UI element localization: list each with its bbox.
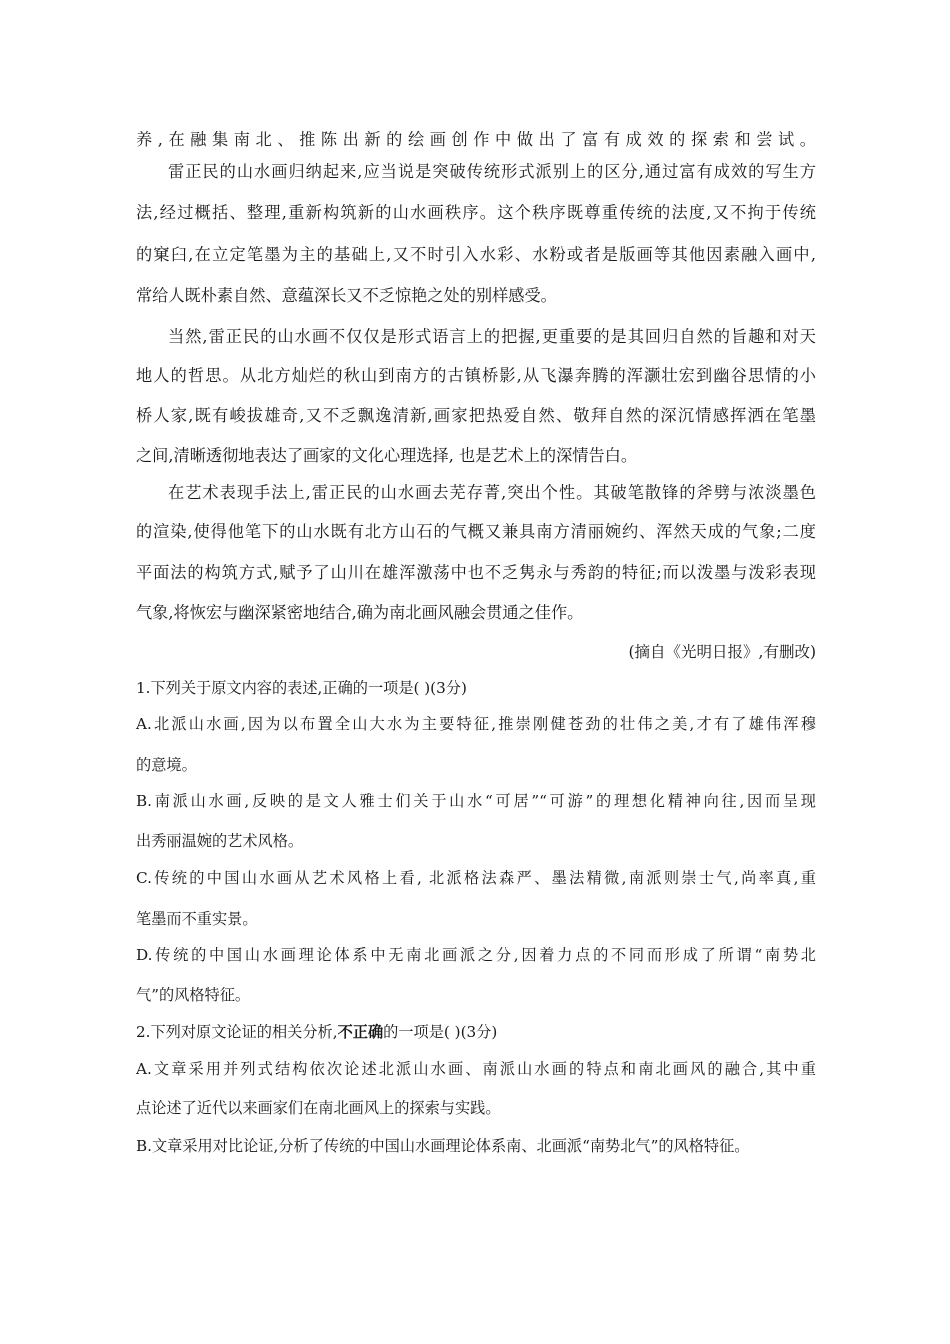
passage-line: 气象,将恢宏与幽深紧密地结合,确为南北画风融会贯通之佳作。 xyxy=(136,603,584,622)
passage-line: 之间,清晰透彻地表达了画家的文化心理选择, 也是艺术上的深情告白。 xyxy=(136,446,638,465)
passage-line: 常给人既朴素自然、意蕴深长又不乏惊艳之处的别样感受。 xyxy=(136,286,557,305)
question-1-option-d: D.传统的中国山水画理论体系中无南北画派之分,因着力点的不同而形成了所谓“南势北 xyxy=(136,946,816,964)
question-1-option-d-cont: 气”的风格特征。 xyxy=(136,986,251,1004)
question-2-option-a-cont: 点论述了近代以来画家们在南北画风上的探索与实践。 xyxy=(136,1099,501,1117)
passage-line: 平面法的构筑方式,赋予了山川在雄浑激荡中也不乏隽永与秀韵的特征;而以泼墨与泼彩表现 xyxy=(136,563,816,582)
question-1-option-a-cont: 的意境。 xyxy=(136,756,197,774)
question-1-option-c-cont: 笔墨而不重实景。 xyxy=(136,910,258,928)
question-1-option-b: B.南派山水画,反映的是文人雅士们关于山水“可居”“可游”的理想化精神向往,因而呈现 xyxy=(136,792,816,810)
question-1-option-b-cont: 出秀丽温婉的艺术风格。 xyxy=(136,832,304,850)
passage-line: 的窠臼,在立定笔墨为主的基础上,又不时引入水彩、水粉或者是版画等其他因素融入画中, xyxy=(136,245,816,264)
question-1-stem: 1.下列关于原文内容的表述,正确的一项是( )(3分) xyxy=(136,679,467,697)
passage-line: 雷正民的山水画归纳起来,应当说是突破传统形式派别上的区分,通过富有成效的写生方 xyxy=(168,162,816,181)
question-1-option-a: A.北派山水画,因为以布置全山大水为主要特征,推崇刚健苍劲的壮伟之美,才有了雄伟浑穆 xyxy=(136,715,816,733)
passage-line: 地人的哲思。从北方灿烂的秋山到南方的古镇桥影,从飞瀑奔腾的浑灏壮宏到幽谷思情的小 xyxy=(136,366,816,385)
passage-line: 当然,雷正民的山水画不仅仅是形式语言上的把握,更重要的是其回归自然的旨趣和对天 xyxy=(168,327,816,346)
question-2-stem-suffix: 的一项是( )(3分) xyxy=(383,1023,498,1041)
question-2-option-a: A.文章采用并列式结构依次论述北派山水画、南派山水画的特点和南北画风的融合,其中重 xyxy=(136,1060,816,1078)
question-2-option-b: B.文章采用对比论证,分析了传统的中国山水画理论体系南、北画派“南势北气”的风格特征。 xyxy=(136,1137,750,1155)
source-citation: (摘自《光明日报》,有删改) xyxy=(628,643,816,661)
passage-line: 养,在融集南北、推陈出新的绘画创作中做出了富有成效的探索和尝试。 xyxy=(136,130,816,149)
question-1-option-c: C.传统的中国山水画从艺术风格上看, 北派格法森严、墨法精微,南派则崇士气,尚率真,重 xyxy=(136,869,816,887)
passage-line: 在艺术表现手法上,雷正民的山水画去芜存菁,突出个性。其破笔散锋的斧劈与浓淡墨色 xyxy=(168,483,816,502)
question-2-stem-emphasis: 不正确 xyxy=(337,1023,384,1041)
question-2-stem xyxy=(136,1020,816,1044)
passage-line: 法,经过概括、整理,重新构筑新的山水画秩序。这个秩序既尊重传统的法度,又不拘于传统 xyxy=(136,203,816,222)
passage-line: 的渲染,使得他笔下的山水既有北方山石的气概又兼具南方清丽婉约、浑然天成的气象;二度 xyxy=(136,522,816,541)
question-2-stem-prefix: 2.下列对原文论证的相关分析, xyxy=(136,1023,338,1041)
passage-line: 桥人家,既有峻拔雄奇,又不乏飘逸清新,画家把热爱自然、敬拜自然的深沉情感挥洒在笔墨 xyxy=(136,406,816,425)
